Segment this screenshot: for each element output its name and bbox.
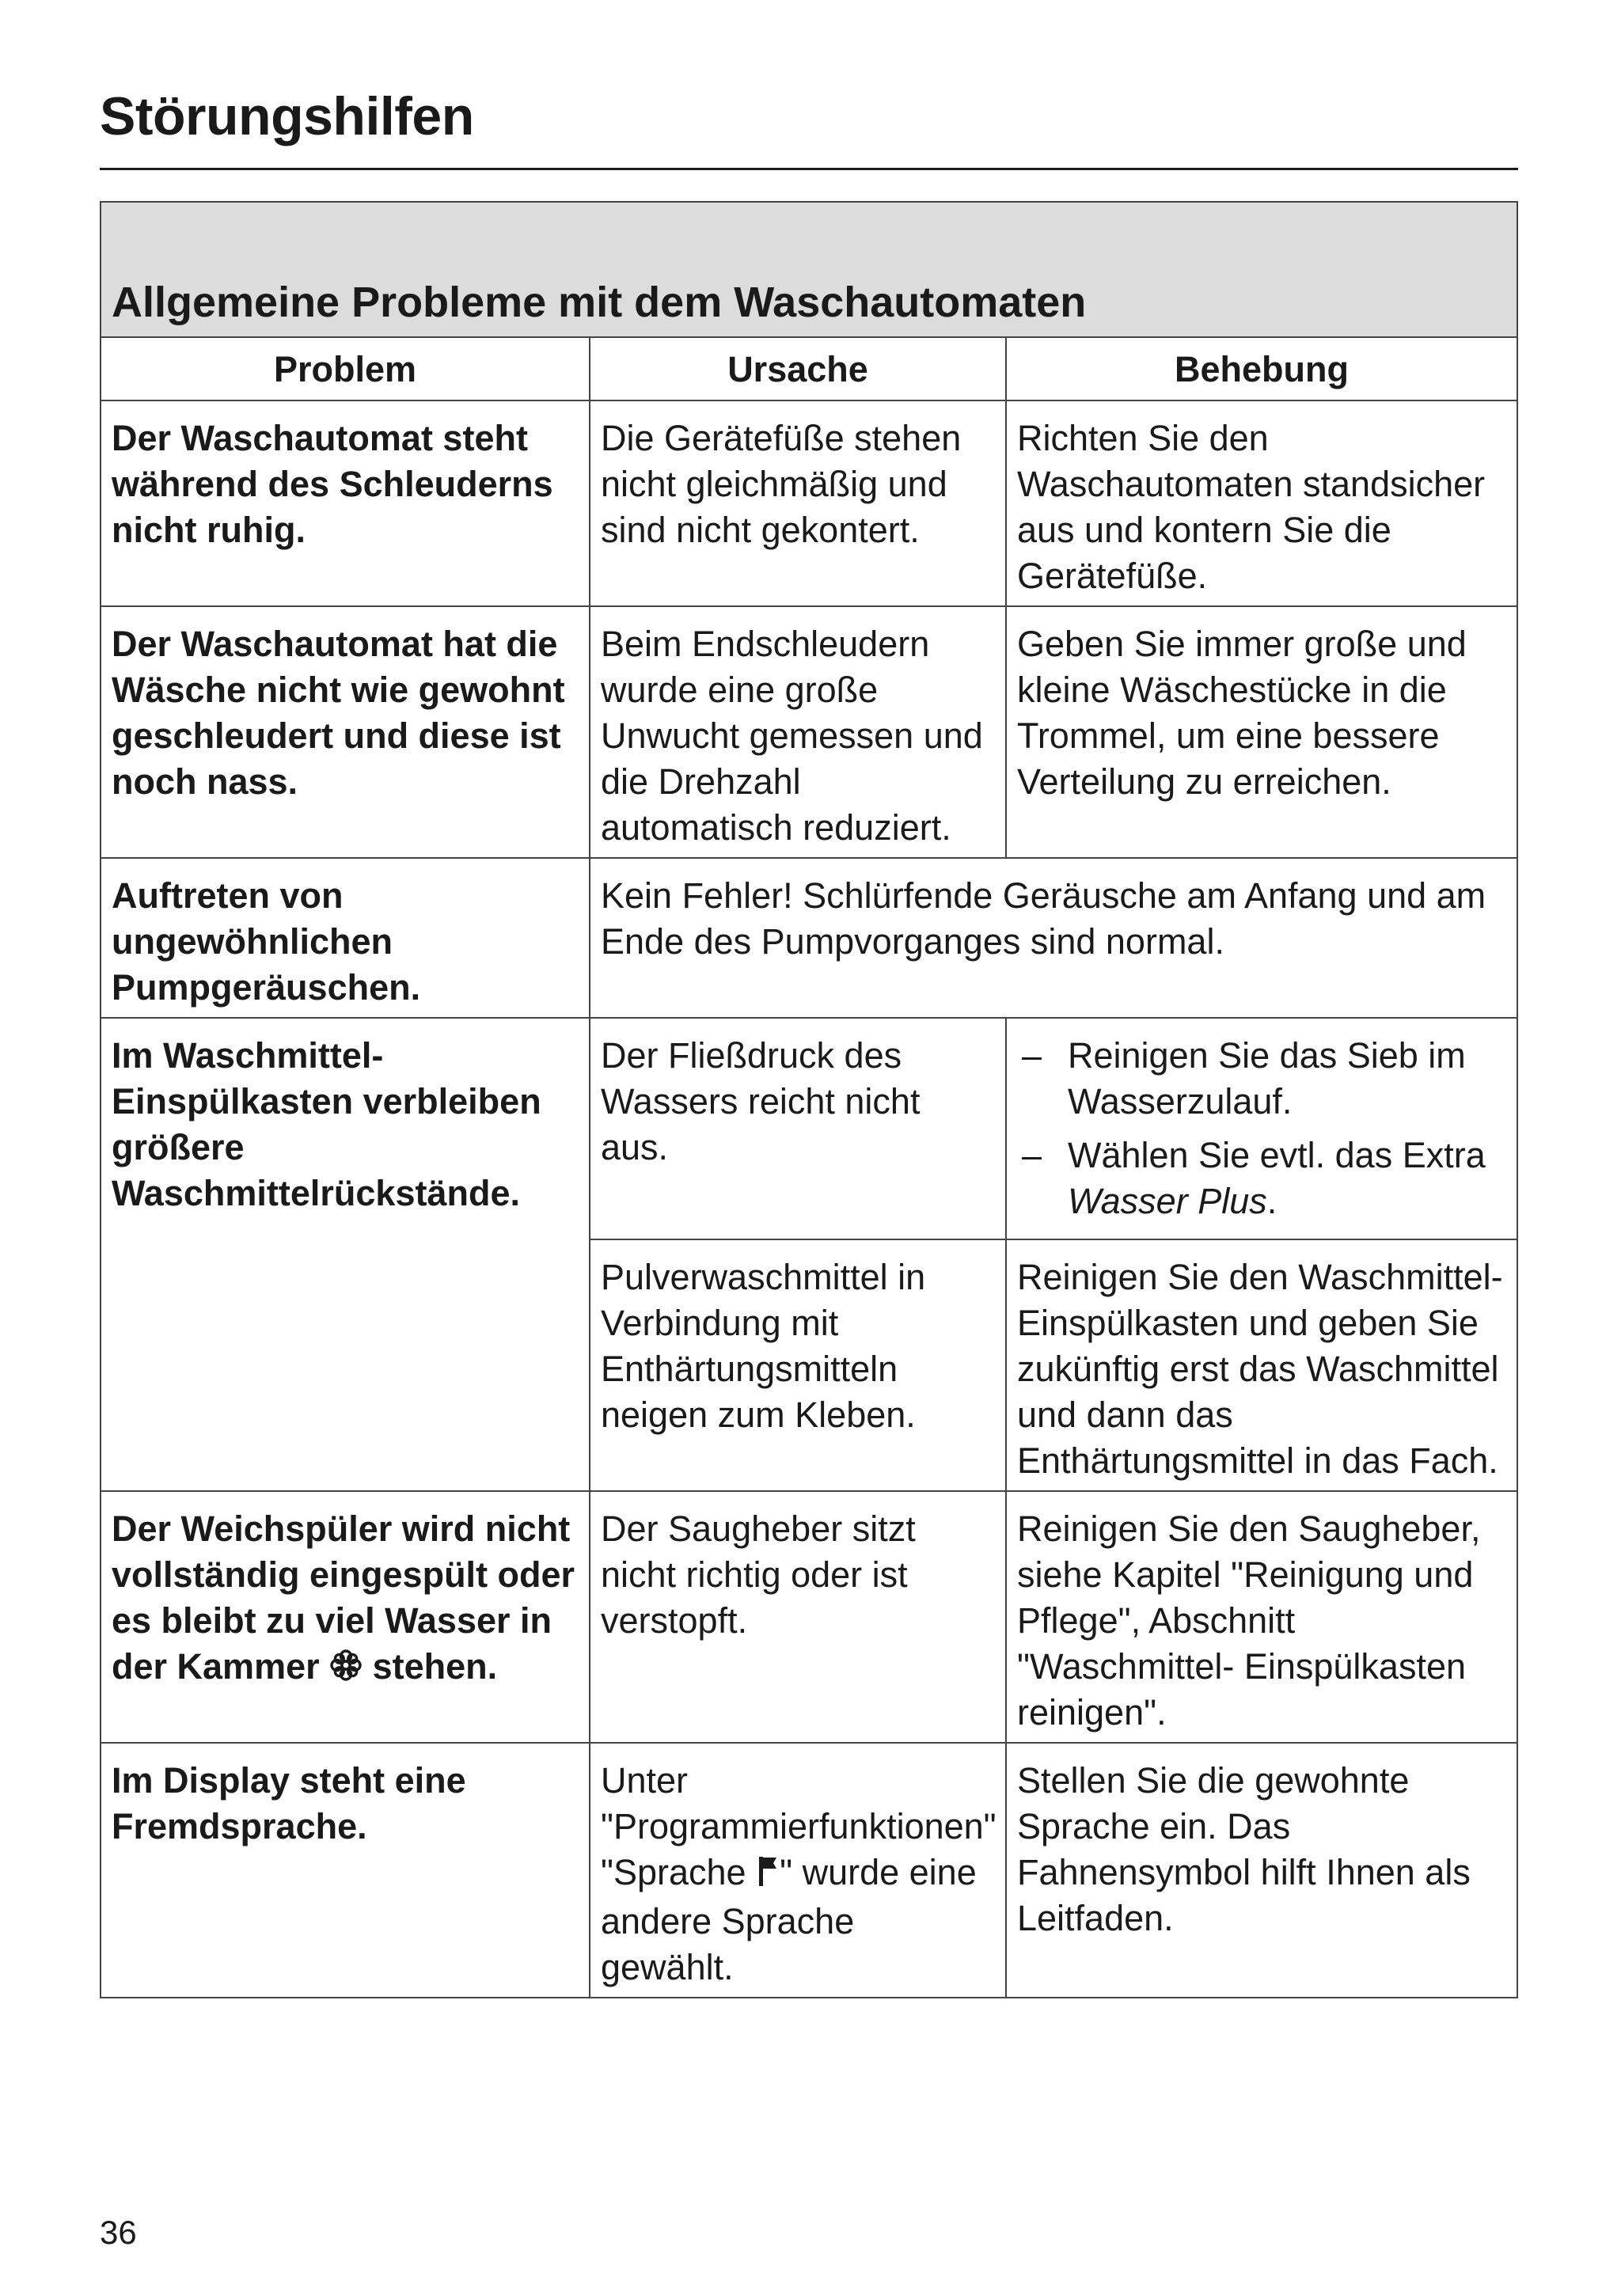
table-row: [101, 400, 1517, 606]
problem-text: Der Waschautomat hat die Wäsche nicht wie gewohnt geschleudert und diese ist noch nass.: [112, 624, 565, 802]
remedy-cell: [1006, 1743, 1517, 1998]
cause-cell: [590, 1018, 1006, 1239]
problem-text-suffix: stehen.: [363, 1646, 498, 1687]
section-heading: Allgemeine Probleme mit dem Waschautomaten: [101, 202, 1517, 337]
problem-cell: [101, 1743, 590, 1998]
list-item: [1017, 1033, 1507, 1125]
punctuation: .: [1266, 1181, 1277, 1221]
cause-cell: [590, 1239, 1006, 1491]
column-header-problem: Problem: [101, 337, 590, 400]
remedy-cell: [1006, 606, 1517, 858]
remedy-cell: [1006, 1239, 1517, 1491]
title-divider: [100, 168, 1518, 170]
cause-text: Der Fließdruck des Wassers reicht nicht aus.: [601, 1035, 921, 1167]
remedy-cell: [1006, 1491, 1517, 1743]
page-title: Störungshilfen: [100, 86, 474, 146]
combined-text: Kein Fehler! Schlürfende Geräusche am Anfang und am Ende des Pumpvorganges sind normal.: [601, 875, 1486, 962]
cause-cell: [590, 1743, 1006, 1998]
combined-cause-remedy-cell: [590, 858, 1517, 1018]
remedy-text: Richten Sie den Waschautomaten standsicher aus und kontern Sie die Gerätefüße.: [1017, 418, 1486, 596]
table-row: [101, 1743, 1517, 1998]
cause-cell: [590, 606, 1006, 858]
problem-text: Der Weichspüler wird nicht vollständig eingespült oder es bleibt zu viel Wasser in der Kammer: [112, 1509, 575, 1687]
column-header-cause: Ursache: [590, 337, 1006, 400]
column-header-remedy: Behebung: [1006, 337, 1517, 400]
problem-cell: [101, 858, 590, 1018]
flower-compartment-icon: [329, 1647, 363, 1693]
remedy-item-text: Reinigen Sie das Sieb im Wasserzulauf.: [1068, 1035, 1466, 1121]
cause-text: Beim Endschleudern wurde eine große Unwucht gemessen und die Drehzahl automatisch reduziert.: [601, 624, 983, 848]
cause-text: Pulverwaschmittel in Verbindung mit Enthärtungsmitteln neigen zum Kleben.: [601, 1257, 926, 1435]
problem-text: Auftreten von ungewöhnlichen Pumpgeräuschen.: [112, 875, 421, 1008]
cause-text-suffix: " wurde eine andere Sprache gewählt.: [601, 1852, 977, 1987]
remedy-text: Reinigen Sie den Saugheber, siehe Kapitel "Reinigung und Pflege", Abschnitt "Waschmittel- Einspülkasten reinigen".: [1017, 1509, 1481, 1732]
table-row: [101, 1491, 1517, 1743]
remedy-list: [1017, 1033, 1507, 1224]
cause-text: Der Saugheber sitzt nicht richtig oder ist verstopft.: [601, 1509, 916, 1641]
problem-cell: [101, 400, 590, 606]
dash-bullet: –: [1022, 1135, 1042, 1175]
problem-text: Im Display steht eine Fremdsprache.: [112, 1760, 466, 1846]
problem-text: Im Waschmittel-Einspülkasten verbleiben größere Waschmittelrückstände.: [112, 1035, 541, 1213]
remedy-cell: [1006, 1018, 1517, 1239]
flag-icon: [756, 1853, 780, 1899]
cause-cell: [590, 400, 1006, 606]
remedy-item-text: Wählen Sie evtl. das Extra: [1068, 1135, 1486, 1175]
table-row: [101, 1018, 1517, 1239]
problem-cell: [101, 1018, 590, 1491]
dash-bullet: –: [1022, 1035, 1042, 1076]
cause-text: Unter "Programmierfunktionen" "Sprache: [601, 1760, 997, 1892]
remedy-text: Stellen Sie die gewohnte Sprache ein. Das Fahnensymbol hilft Ihnen als Leitfaden.: [1017, 1760, 1471, 1938]
table-row: [101, 606, 1517, 858]
cause-cell: [590, 1491, 1006, 1743]
troubleshooting-table: [100, 201, 1518, 1998]
table-row: [101, 858, 1517, 1018]
remedy-text: Geben Sie immer große und kleine Wäschestücke in die Trommel, um eine bessere Verteilung zu erreichen.: [1017, 624, 1467, 802]
problem-cell: [101, 1491, 590, 1743]
program-extra-name: Wasser Plus: [1068, 1181, 1267, 1221]
cause-text: Die Gerätefüße stehen nicht gleichmäßig und sind nicht gekontert.: [601, 418, 962, 550]
problem-text: Der Waschautomat steht während des Schleuderns nicht ruhig.: [112, 418, 553, 550]
remedy-cell: [1006, 400, 1517, 606]
remedy-text: Reinigen Sie den Waschmittel-Einspülkasten und geben Sie zukünftig erst das Waschmittel und dann das Enthärtungsmittel in das Fach.: [1017, 1257, 1503, 1481]
page-number: 36: [100, 2214, 137, 2251]
list-item: [1017, 1133, 1507, 1224]
problem-cell: [101, 606, 590, 858]
